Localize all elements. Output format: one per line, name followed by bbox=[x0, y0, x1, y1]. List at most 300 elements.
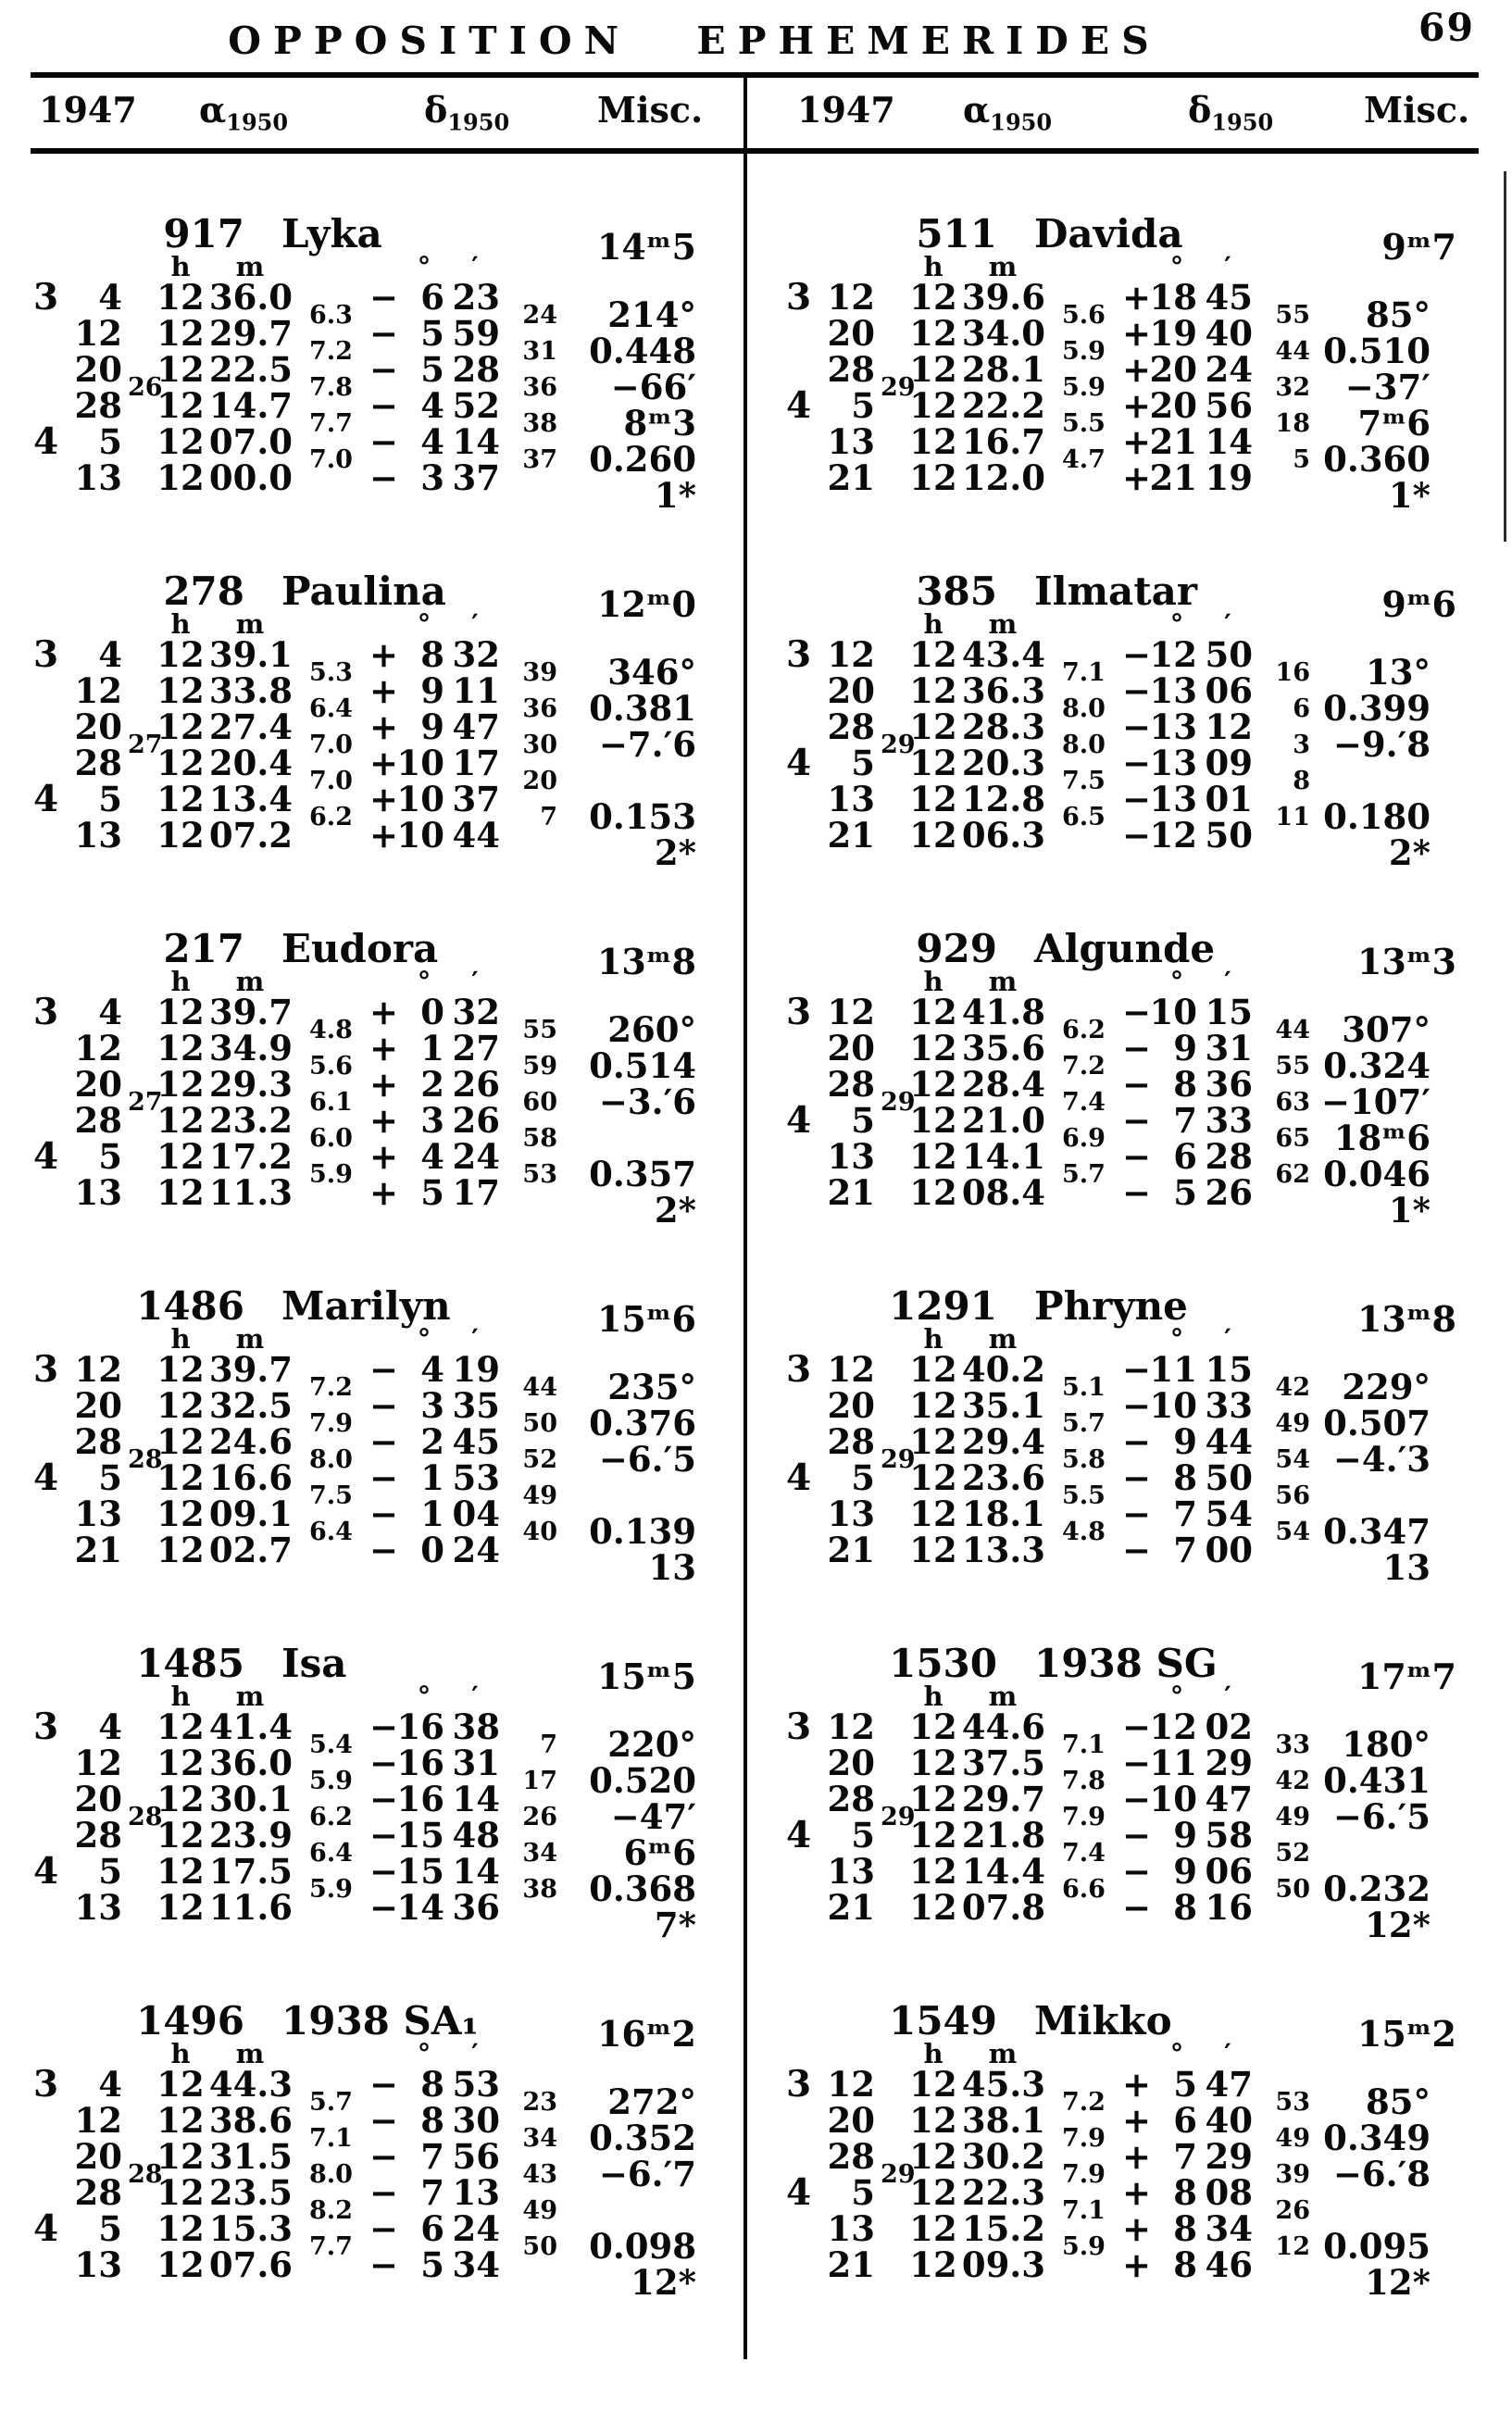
dec-degrees: 7 bbox=[1173, 1493, 1197, 1534]
opposition-date-marker bbox=[122, 763, 156, 799]
dec-arcminutes: 50 bbox=[1205, 815, 1253, 856]
misc-value: 229° bbox=[1342, 1367, 1431, 1407]
ephemeris-rows bbox=[786, 1348, 1431, 1588]
dec-degrees: 6 bbox=[420, 277, 444, 318]
ra-minutes: 23.6 bbox=[961, 1457, 1045, 1498]
opposition-date-marker bbox=[122, 1871, 156, 1907]
unit-degrees-label: ° bbox=[1169, 1681, 1184, 1712]
ra-hours: 12 bbox=[909, 385, 957, 426]
ra-hours: 12 bbox=[909, 1815, 957, 1856]
unit-minutes-label: m bbox=[235, 1681, 265, 1712]
dec-daily-motion: 33 bbox=[1275, 1731, 1310, 1759]
month-cell: 4 bbox=[33, 1456, 59, 1499]
dec-degrees: 10 bbox=[1149, 1385, 1197, 1426]
ra-minutes: 00.0 bbox=[208, 457, 293, 498]
asteroid-name: Lyka bbox=[281, 211, 382, 256]
misc-value: −6.′8 bbox=[1332, 2154, 1431, 2194]
dec-daily-motion: 49 bbox=[522, 2196, 557, 2225]
opposition-date-marker bbox=[122, 1907, 156, 1943]
asteroid-magnitude: 9ᵐ7 bbox=[1381, 226, 1456, 268]
ra-hours: 12 bbox=[156, 992, 205, 1032]
ra-hours: 12 bbox=[909, 1421, 957, 1462]
day-cell: 20 bbox=[827, 313, 875, 354]
dec-arcminutes: 47 bbox=[1205, 2064, 1253, 2105]
asteroid-title-row bbox=[786, 1641, 1456, 1697]
dec-arcminutes: 37 bbox=[452, 457, 500, 498]
ra-daily-motion: 6.4 bbox=[309, 1839, 353, 1868]
opposition-date-marker bbox=[875, 297, 908, 333]
ra-minutes: 39.7 bbox=[208, 992, 293, 1032]
asteroid-block bbox=[786, 1211, 1456, 1588]
ra-hours: 12 bbox=[156, 349, 205, 390]
dec-degrees: 16 bbox=[396, 1743, 444, 1783]
ra-hours: 12 bbox=[156, 1457, 205, 1498]
dec-sign: − bbox=[369, 1493, 398, 1534]
units-row bbox=[786, 966, 1431, 997]
misc-value: −6.′5 bbox=[598, 1439, 696, 1480]
dec-sign: − bbox=[369, 1457, 398, 1498]
dec-arcminutes: 06 bbox=[1205, 1851, 1253, 1892]
ra-daily-motion: 7.0 bbox=[309, 445, 353, 474]
dec-daily-motion: 49 bbox=[1275, 2124, 1310, 2153]
misc-value: 214° bbox=[607, 294, 696, 335]
month-cell: 3 bbox=[786, 2063, 812, 2106]
opposition-date-marker bbox=[875, 691, 908, 727]
dec-sign: − bbox=[1121, 1743, 1151, 1783]
dec-degrees: 12 bbox=[1149, 815, 1197, 856]
misc-value: −66′ bbox=[610, 367, 696, 407]
ra-daily-motion: 6.3 bbox=[309, 301, 353, 330]
month-cell: 4 bbox=[33, 778, 59, 820]
day-cell: 28 bbox=[827, 349, 875, 390]
dec-degrees: 18 bbox=[1149, 277, 1197, 318]
dec-sign: − bbox=[369, 2172, 398, 2213]
ra-daily-motion: 6.2 bbox=[309, 1803, 353, 1831]
opposition-date-marker bbox=[122, 1193, 156, 1229]
dec-daily-motion bbox=[1258, 2265, 1310, 2301]
ephemeris-rows bbox=[33, 276, 696, 516]
dec-sign: + bbox=[369, 1172, 398, 1213]
dec-sign: + bbox=[1121, 457, 1151, 498]
opposition-date-marker bbox=[875, 1478, 908, 1514]
dec-arcminutes: 53 bbox=[452, 2064, 500, 2105]
misc-value: 0.098 bbox=[589, 2226, 696, 2267]
ra-minutes: 06.3 bbox=[961, 815, 1045, 856]
opposition-date-marker bbox=[122, 1727, 156, 1763]
dec-arcminutes: 02 bbox=[1205, 1706, 1253, 1747]
asteroid-block bbox=[33, 139, 696, 516]
month-cell: 3 bbox=[33, 1706, 59, 1748]
ra-minutes: 14.1 bbox=[961, 1136, 1045, 1177]
unit-minutes-label: m bbox=[988, 608, 1018, 640]
dec-sign: − bbox=[1121, 779, 1151, 819]
opposition-date-marker: 29 bbox=[881, 2160, 916, 2189]
misc-value: 0.368 bbox=[589, 1868, 696, 1909]
unit-degrees-label: ° bbox=[417, 1681, 431, 1712]
dec-daily-motion: 52 bbox=[1275, 1839, 1310, 1868]
dec-sign: + bbox=[369, 706, 398, 747]
month-cell: 4 bbox=[33, 2207, 59, 2250]
ra-minutes: 28.1 bbox=[961, 349, 1045, 390]
ra-minutes: 27.4 bbox=[208, 706, 293, 747]
dec-daily-motion: 50 bbox=[1275, 1875, 1310, 1904]
ra-daily-motion: 5.1 bbox=[1062, 1373, 1106, 1402]
ra-daily-motion: 7.1 bbox=[1062, 2196, 1106, 2225]
asteroid-number: 1485 bbox=[136, 1641, 244, 1686]
misc-value: 7* bbox=[654, 1905, 696, 1945]
day-cell: 28 bbox=[74, 743, 122, 783]
dec-daily-motion: 39 bbox=[1275, 2160, 1310, 2189]
opposition-date-marker bbox=[875, 2265, 908, 2301]
dec-arcminutes: 59 bbox=[452, 313, 500, 354]
ra-daily-motion bbox=[1047, 478, 1110, 514]
unit-minutes-label: m bbox=[235, 966, 265, 997]
day-cell: 4 bbox=[98, 634, 122, 675]
dec-arcminutes: 31 bbox=[452, 1743, 500, 1783]
dec-degrees: 11 bbox=[1149, 1743, 1197, 1783]
unit-hours-label: h bbox=[923, 1323, 943, 1355]
ra-minutes: 28.4 bbox=[961, 1064, 1045, 1105]
ephemeris-rows bbox=[786, 276, 1431, 516]
dec-arcminutes: 48 bbox=[452, 1815, 500, 1856]
ra-daily-motion bbox=[1047, 1550, 1110, 1586]
misc-value: 0.260 bbox=[589, 439, 696, 480]
opposition-date-marker bbox=[875, 1193, 908, 1229]
dec-sign: − bbox=[369, 2244, 398, 2285]
day-cell: 5 bbox=[851, 385, 875, 426]
ra-minutes: 11.3 bbox=[208, 1172, 293, 1213]
dec-daily-motion: 60 bbox=[522, 1088, 557, 1117]
dec-daily-motion: 53 bbox=[522, 1160, 557, 1189]
ra-daily-motion: 7.2 bbox=[309, 337, 353, 366]
misc-value: 12* bbox=[1365, 1905, 1431, 1945]
dec-sign: + bbox=[1121, 385, 1151, 426]
ra-minutes: 22.2 bbox=[961, 385, 1045, 426]
day-cell: 20 bbox=[74, 1385, 122, 1426]
dec-daily-motion bbox=[506, 1550, 557, 1586]
misc-value bbox=[1310, 1835, 1431, 1871]
misc-value: 307° bbox=[1342, 1009, 1431, 1050]
dec-arcminutes: 24 bbox=[1205, 349, 1253, 390]
unit-arcmin-label: ′ bbox=[1224, 1681, 1231, 1712]
dec-sign: − bbox=[369, 1815, 398, 1856]
dec-sign: + bbox=[369, 634, 398, 675]
unit-arcmin-label: ′ bbox=[1224, 2038, 1231, 2069]
ra-daily-motion: 5.7 bbox=[309, 2088, 353, 2117]
day-cell: 13 bbox=[74, 1493, 122, 1534]
asteroid-magnitude: 12ᵐ0 bbox=[596, 583, 696, 625]
dec-arcminutes: 44 bbox=[452, 815, 500, 856]
dec-daily-motion bbox=[1258, 1550, 1310, 1586]
misc-value: 0.139 bbox=[589, 1511, 696, 1552]
ra-daily-motion: 5.4 bbox=[309, 1731, 353, 1759]
dec-degrees: 15 bbox=[396, 1815, 444, 1856]
asteroid-title-row bbox=[786, 569, 1456, 625]
ra-daily-motion: 7.7 bbox=[309, 409, 353, 438]
ra-hours: 12 bbox=[156, 1349, 205, 1390]
dec-arcminutes: 06 bbox=[1205, 670, 1253, 711]
misc-column-label-right: Misc. bbox=[1364, 89, 1470, 131]
unit-minutes-label: m bbox=[988, 251, 1018, 282]
ra-minutes: 20.4 bbox=[208, 743, 293, 783]
opposition-date-marker bbox=[122, 2229, 156, 2265]
dec-degrees: 8 bbox=[1173, 1457, 1197, 1498]
ra-minutes: 24.6 bbox=[208, 1421, 293, 1462]
dec-daily-motion: 49 bbox=[1275, 1803, 1310, 1831]
day-cell: 28 bbox=[74, 1100, 122, 1141]
day-cell: 28 bbox=[827, 1064, 875, 1105]
dec-degrees: 8 bbox=[420, 634, 444, 675]
dec-arcminutes: 45 bbox=[452, 1421, 500, 1462]
dec-sign: − bbox=[1121, 1349, 1151, 1390]
day-cell: 5 bbox=[851, 743, 875, 783]
asteroid-block bbox=[33, 1926, 696, 2303]
ra-hours: 12 bbox=[909, 1385, 957, 1426]
dec-arcminutes: 37 bbox=[452, 779, 500, 819]
opposition-date-marker: 29 bbox=[881, 731, 916, 759]
ra-hours: 12 bbox=[156, 1851, 205, 1892]
dec-sign: + bbox=[369, 1100, 398, 1141]
asteroid-name: Mikko bbox=[1034, 1998, 1172, 2043]
ra-minutes: 32.5 bbox=[208, 1385, 293, 1426]
ra-daily-motion: 8.2 bbox=[309, 2196, 353, 2225]
day-cell: 12 bbox=[74, 1028, 122, 1069]
dec-sign: − bbox=[1121, 1779, 1151, 1819]
dec-sign: + bbox=[1121, 277, 1151, 318]
dec-daily-motion: 37 bbox=[522, 445, 557, 474]
misc-value: −107′ bbox=[1321, 1081, 1431, 1122]
ra-minutes: 23.5 bbox=[208, 2172, 293, 2213]
opposition-date-marker: 27 bbox=[128, 731, 163, 759]
opposition-date-marker bbox=[122, 1369, 156, 1406]
asteroid-magnitude: 16ᵐ2 bbox=[596, 2013, 696, 2055]
dec-arcminutes: 15 bbox=[1205, 1349, 1253, 1390]
month-cell: 4 bbox=[786, 742, 812, 784]
dec-arcminutes: 16 bbox=[1205, 1887, 1253, 1928]
ra-hours: 12 bbox=[156, 385, 205, 426]
dec-sign: − bbox=[1121, 1493, 1151, 1534]
misc-value: 0.520 bbox=[589, 1760, 696, 1801]
ra-daily-motion: 7.2 bbox=[1062, 2088, 1106, 2117]
dec-degrees: 10 bbox=[1149, 1779, 1197, 1819]
dec-degrees: 21 bbox=[1149, 457, 1197, 498]
unit-arcmin-label: ′ bbox=[471, 2038, 479, 2069]
dec-degrees: 2 bbox=[420, 1064, 444, 1105]
dec-daily-motion: 34 bbox=[522, 2124, 557, 2153]
dec-sign: − bbox=[369, 385, 398, 426]
ra-minutes: 15.2 bbox=[961, 2208, 1045, 2249]
day-cell: 5 bbox=[851, 1815, 875, 1856]
day-cell: 5 bbox=[98, 1136, 122, 1177]
dec-daily-motion bbox=[506, 835, 557, 871]
day-cell: 12 bbox=[74, 2100, 122, 2141]
ra-hours: 12 bbox=[909, 421, 957, 462]
ra-daily-motion: 5.9 bbox=[309, 1875, 353, 1904]
ra-hours: 12 bbox=[156, 1706, 205, 1747]
unit-minutes-label: m bbox=[235, 251, 265, 282]
day-cell: 13 bbox=[74, 815, 122, 856]
ra-minutes: 35.1 bbox=[961, 1385, 1045, 1426]
dec-degrees: 8 bbox=[1173, 1887, 1197, 1928]
unit-degrees-label: ° bbox=[1169, 1323, 1184, 1355]
dec-sign: + bbox=[1121, 2208, 1151, 2249]
dec-degrees: 9 bbox=[1173, 1028, 1197, 1069]
ra-hours: 12 bbox=[156, 1172, 205, 1213]
dec-arcminutes: 14 bbox=[452, 1779, 500, 1819]
misc-value: −6.′7 bbox=[598, 2154, 696, 2194]
day-cell: 21 bbox=[827, 457, 875, 498]
ra-hours: 12 bbox=[909, 2064, 957, 2105]
ra-hours: 12 bbox=[156, 313, 205, 354]
day-cell: 28 bbox=[827, 706, 875, 747]
ra-minutes: 21.8 bbox=[961, 1815, 1045, 1856]
opposition-date-marker bbox=[875, 655, 908, 691]
asteroid-name: Algunde bbox=[1034, 926, 1216, 971]
ra-daily-motion bbox=[1047, 1907, 1110, 1943]
dec-arcminutes: 19 bbox=[452, 1349, 500, 1390]
day-cell: 12 bbox=[74, 313, 122, 354]
dec-sign: + bbox=[369, 1028, 398, 1069]
misc-value bbox=[557, 2193, 696, 2229]
day-cell: 20 bbox=[74, 1064, 122, 1105]
dec-sign: − bbox=[1121, 1421, 1151, 1462]
dec-daily-motion: 44 bbox=[1275, 1016, 1310, 1044]
dec-sign: − bbox=[369, 457, 398, 498]
dec-degrees: 2 bbox=[420, 1421, 444, 1462]
month-cell: 3 bbox=[33, 2063, 59, 2106]
ephemeris-rows bbox=[786, 991, 1431, 1231]
dec-sign: − bbox=[369, 1706, 398, 1747]
units-row bbox=[786, 608, 1431, 640]
unit-degrees-label: ° bbox=[1169, 2038, 1184, 2069]
day-cell: 21 bbox=[827, 2244, 875, 2285]
asteroid-magnitude: 13ᵐ3 bbox=[1356, 941, 1456, 982]
ephemeris-column-right bbox=[786, 139, 1456, 2303]
month-cell: 4 bbox=[33, 420, 59, 463]
ra-minutes: 22.3 bbox=[961, 2172, 1045, 2213]
ra-hours: 12 bbox=[156, 815, 205, 856]
unit-arcmin-label: ′ bbox=[1224, 1323, 1231, 1355]
unit-minutes-label: m bbox=[988, 966, 1018, 997]
dec-sign: + bbox=[1121, 2136, 1151, 2177]
ra-daily-motion: 5.9 bbox=[1062, 373, 1106, 402]
ra-minutes: 07.2 bbox=[208, 815, 293, 856]
ra-daily-motion: 5.9 bbox=[1062, 2232, 1106, 2261]
asteroid-title-row bbox=[33, 211, 696, 268]
misc-value bbox=[557, 1120, 696, 1156]
opposition-date-marker bbox=[122, 1835, 156, 1871]
ra-hours: 12 bbox=[156, 2244, 205, 2285]
unit-degrees-label: ° bbox=[1169, 251, 1184, 282]
asteroid-number: 1530 bbox=[889, 1641, 997, 1686]
unit-arcmin-label: ′ bbox=[1224, 966, 1231, 997]
asteroid-name: 1938 SA₁ bbox=[281, 1998, 479, 2043]
dec-sign: − bbox=[1121, 1851, 1151, 1892]
ra-daily-motion: 6.4 bbox=[309, 694, 353, 723]
misc-value bbox=[1310, 2193, 1431, 2229]
dec-degrees: 5 bbox=[1173, 1172, 1197, 1213]
ra-hours: 12 bbox=[909, 1172, 957, 1213]
asteroid-name: Marilyn bbox=[281, 1283, 451, 1329]
dec-arcminutes: 26 bbox=[452, 1064, 500, 1105]
ra-minutes: 13.3 bbox=[961, 1530, 1045, 1570]
ra-daily-motion: 7.8 bbox=[1062, 1767, 1106, 1795]
opposition-date-marker bbox=[875, 1907, 908, 1943]
ra-daily-motion: 7.1 bbox=[1062, 1731, 1106, 1759]
ra-hours: 12 bbox=[156, 706, 205, 747]
day-cell: 12 bbox=[827, 634, 875, 675]
dec-sign: − bbox=[369, 1887, 398, 1928]
dec-daily-motion: 16 bbox=[1275, 658, 1310, 687]
dec-degrees: 5 bbox=[420, 1172, 444, 1213]
day-cell: 28 bbox=[74, 1421, 122, 1462]
dec-degrees: 20 bbox=[1149, 385, 1197, 426]
dec-arcminutes: 47 bbox=[452, 706, 500, 747]
day-cell: 20 bbox=[827, 1385, 875, 1426]
ra-daily-motion: 5.3 bbox=[309, 658, 353, 687]
ra-hours: 12 bbox=[909, 670, 957, 711]
misc-value: 220° bbox=[607, 1724, 696, 1765]
day-cell: 12 bbox=[74, 1743, 122, 1783]
ra-minutes: 36.0 bbox=[208, 1743, 293, 1783]
ra-hours: 12 bbox=[909, 1028, 957, 1069]
dec-degrees: 5 bbox=[420, 349, 444, 390]
unit-arcmin-label: ′ bbox=[1224, 251, 1231, 282]
dec-degrees: 1 bbox=[420, 1457, 444, 1498]
opposition-date-marker bbox=[875, 1406, 908, 1442]
misc-value: −3.′6 bbox=[598, 1081, 696, 1122]
opposition-date-marker bbox=[122, 1478, 156, 1514]
dec-arcminutes: 08 bbox=[1205, 2172, 1253, 2213]
misc-value: 0.232 bbox=[1323, 1868, 1431, 1909]
dec-degrees: 6 bbox=[1173, 1136, 1197, 1177]
dec-degrees: 9 bbox=[420, 706, 444, 747]
ra-minutes: 11.6 bbox=[208, 1887, 293, 1928]
ra-minutes: 14.7 bbox=[208, 385, 293, 426]
dec-daily-motion: 30 bbox=[522, 731, 557, 759]
dec-sign: − bbox=[1121, 706, 1151, 747]
dec-daily-motion: 44 bbox=[1275, 337, 1310, 366]
asteroid-title-row bbox=[786, 926, 1456, 982]
dec-degrees: 8 bbox=[1173, 2172, 1197, 2213]
day-cell: 20 bbox=[74, 2136, 122, 2177]
dec-degrees: 4 bbox=[420, 385, 444, 426]
dec-daily-motion: 31 bbox=[522, 337, 557, 366]
dec-arcminutes: 34 bbox=[452, 2244, 500, 2285]
ra-hours: 12 bbox=[156, 1028, 205, 1069]
ra-minutes: 39.7 bbox=[208, 1349, 293, 1390]
dec-degrees: 9 bbox=[420, 670, 444, 711]
ra-hours: 12 bbox=[909, 2100, 957, 2141]
dec-daily-motion: 54 bbox=[1275, 1445, 1310, 1474]
asteroid-number: 511 bbox=[916, 211, 997, 256]
ra-hours: 12 bbox=[156, 1385, 205, 1426]
ra-daily-motion: 6.2 bbox=[1062, 1016, 1106, 1044]
misc-value: 0.448 bbox=[589, 331, 696, 371]
ra-daily-motion: 7.9 bbox=[309, 1409, 353, 1438]
dec-sign: − bbox=[369, 1851, 398, 1892]
dec-sign: − bbox=[369, 1349, 398, 1390]
ra-hours: 12 bbox=[156, 1421, 205, 1462]
dec-arcminutes: 26 bbox=[452, 1100, 500, 1141]
dec-sign: − bbox=[1121, 1136, 1151, 1177]
dec-sign: − bbox=[1121, 1887, 1151, 1928]
dec-arcminutes: 19 bbox=[1205, 457, 1253, 498]
asteroid-block bbox=[786, 1926, 1456, 2303]
ra-minutes: 09.1 bbox=[208, 1493, 293, 1534]
dec-daily-motion: 26 bbox=[522, 1803, 557, 1831]
dec-arcminutes: 26 bbox=[1205, 1172, 1253, 1213]
